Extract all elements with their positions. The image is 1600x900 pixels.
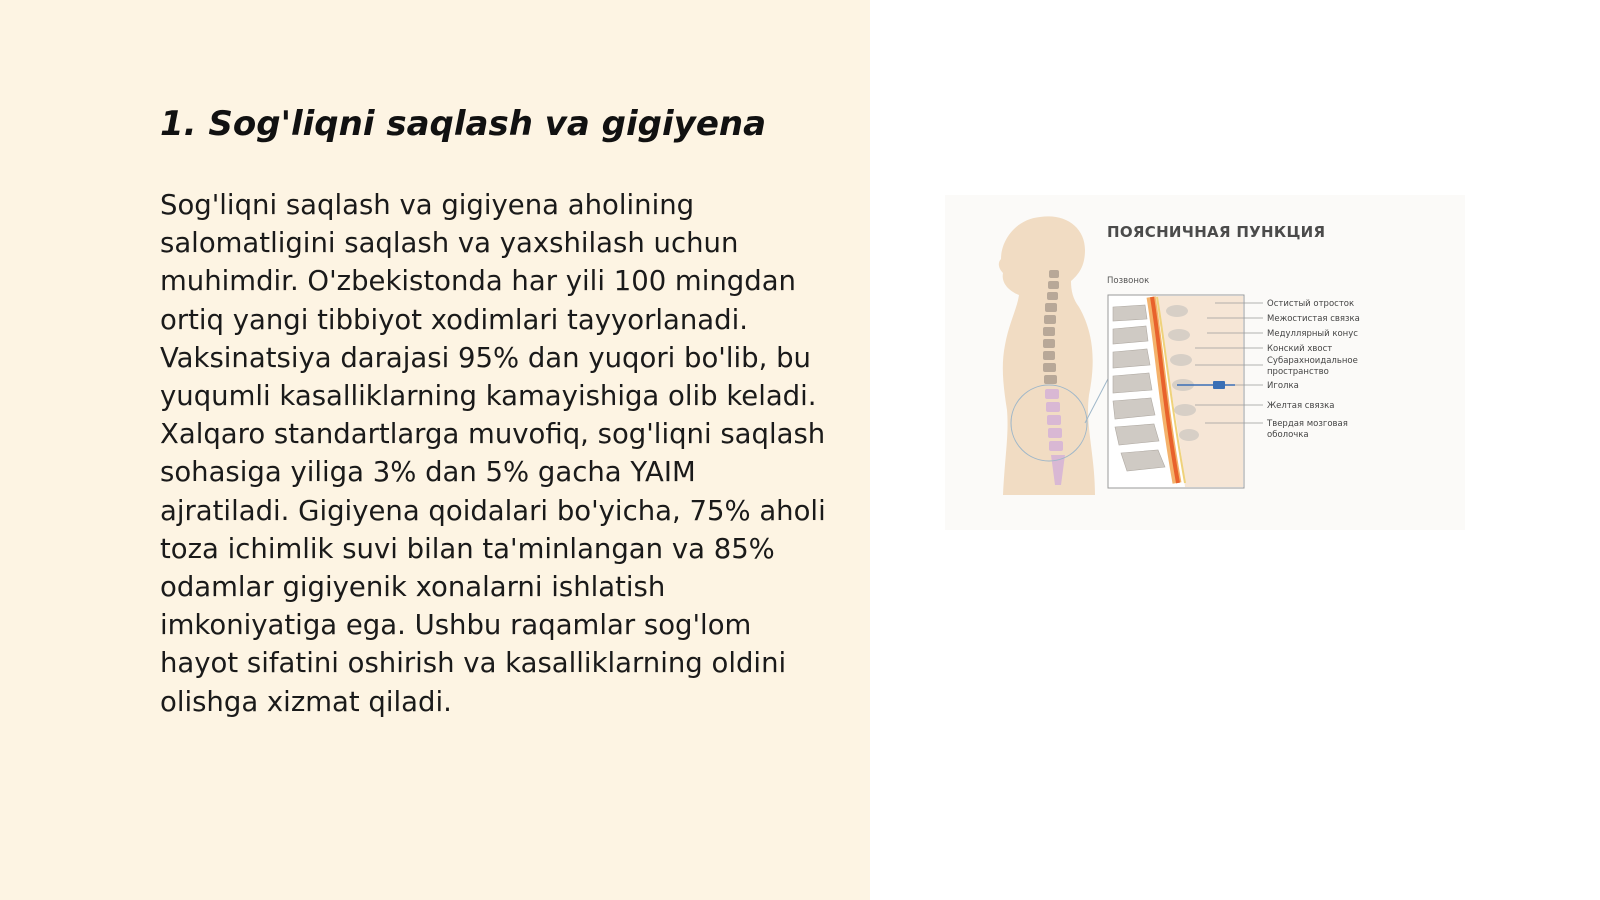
label-dura-mater-2: оболочка	[1267, 430, 1309, 440]
lumbar-puncture-diagram	[945, 195, 1465, 530]
figure-subtitle: Позвонок	[1107, 276, 1150, 286]
label-spinous-process: Остистый отросток	[1267, 299, 1355, 309]
label-conus-medullaris: Медуллярный конус	[1267, 329, 1358, 339]
label-cauda-equina: Конский хвост	[1267, 344, 1333, 354]
label-dura-mater: Твердая мозговая	[1267, 419, 1348, 429]
slide-body-text: Sog'liqni saqlash va gigiyena aholining salomatligini saqlash va yaxshilash uchun muhimdir. O'zbekistonda har yili 100 mingdan ortiq yangi tibbiyot xodimlari tayyorlanadi. Vaksinatsiya darajasi 95% dan yuqori bo'lib, bu yuqumli kasalliklarning kamayishiga olib keladi. Xalqaro standartlarga muvofiq, sog'liqni saqlash sohasiga yiliga 3% dan 5% gacha YAIM ajratiladi. Gigiyena qoidalari bo'yicha, 75% aholi toza ichimlik suvi bilan ta'minlangan va 85% odamlar gigiyenik xonalarni ishlatish imkoniyatiga ega. Ushbu raqamlar sog'lom hayot sifatini oshirish va kasalliklarning oldini olishga xizmat qiladi.	[160, 189, 826, 718]
spine-closeup	[1108, 295, 1244, 488]
slide-title: 1. Sog'liqni saqlash va gigiyena	[160, 104, 767, 144]
label-needle: Иголка	[1267, 381, 1299, 391]
label-subarachnoid-space: пространство	[1267, 367, 1329, 377]
body-silhouette	[999, 216, 1110, 495]
lumbar-puncture-illustration	[945, 195, 1465, 530]
label-interspinous-ligament: Межостистая связка	[1267, 314, 1360, 324]
label-ligamentum-flavum: Желтая связка	[1267, 401, 1335, 411]
label-subarachnoid: Субарахноидальное	[1267, 356, 1358, 366]
figure-title: ПОЯСНИЧНАЯ ПУНКЦИЯ	[1107, 223, 1326, 241]
